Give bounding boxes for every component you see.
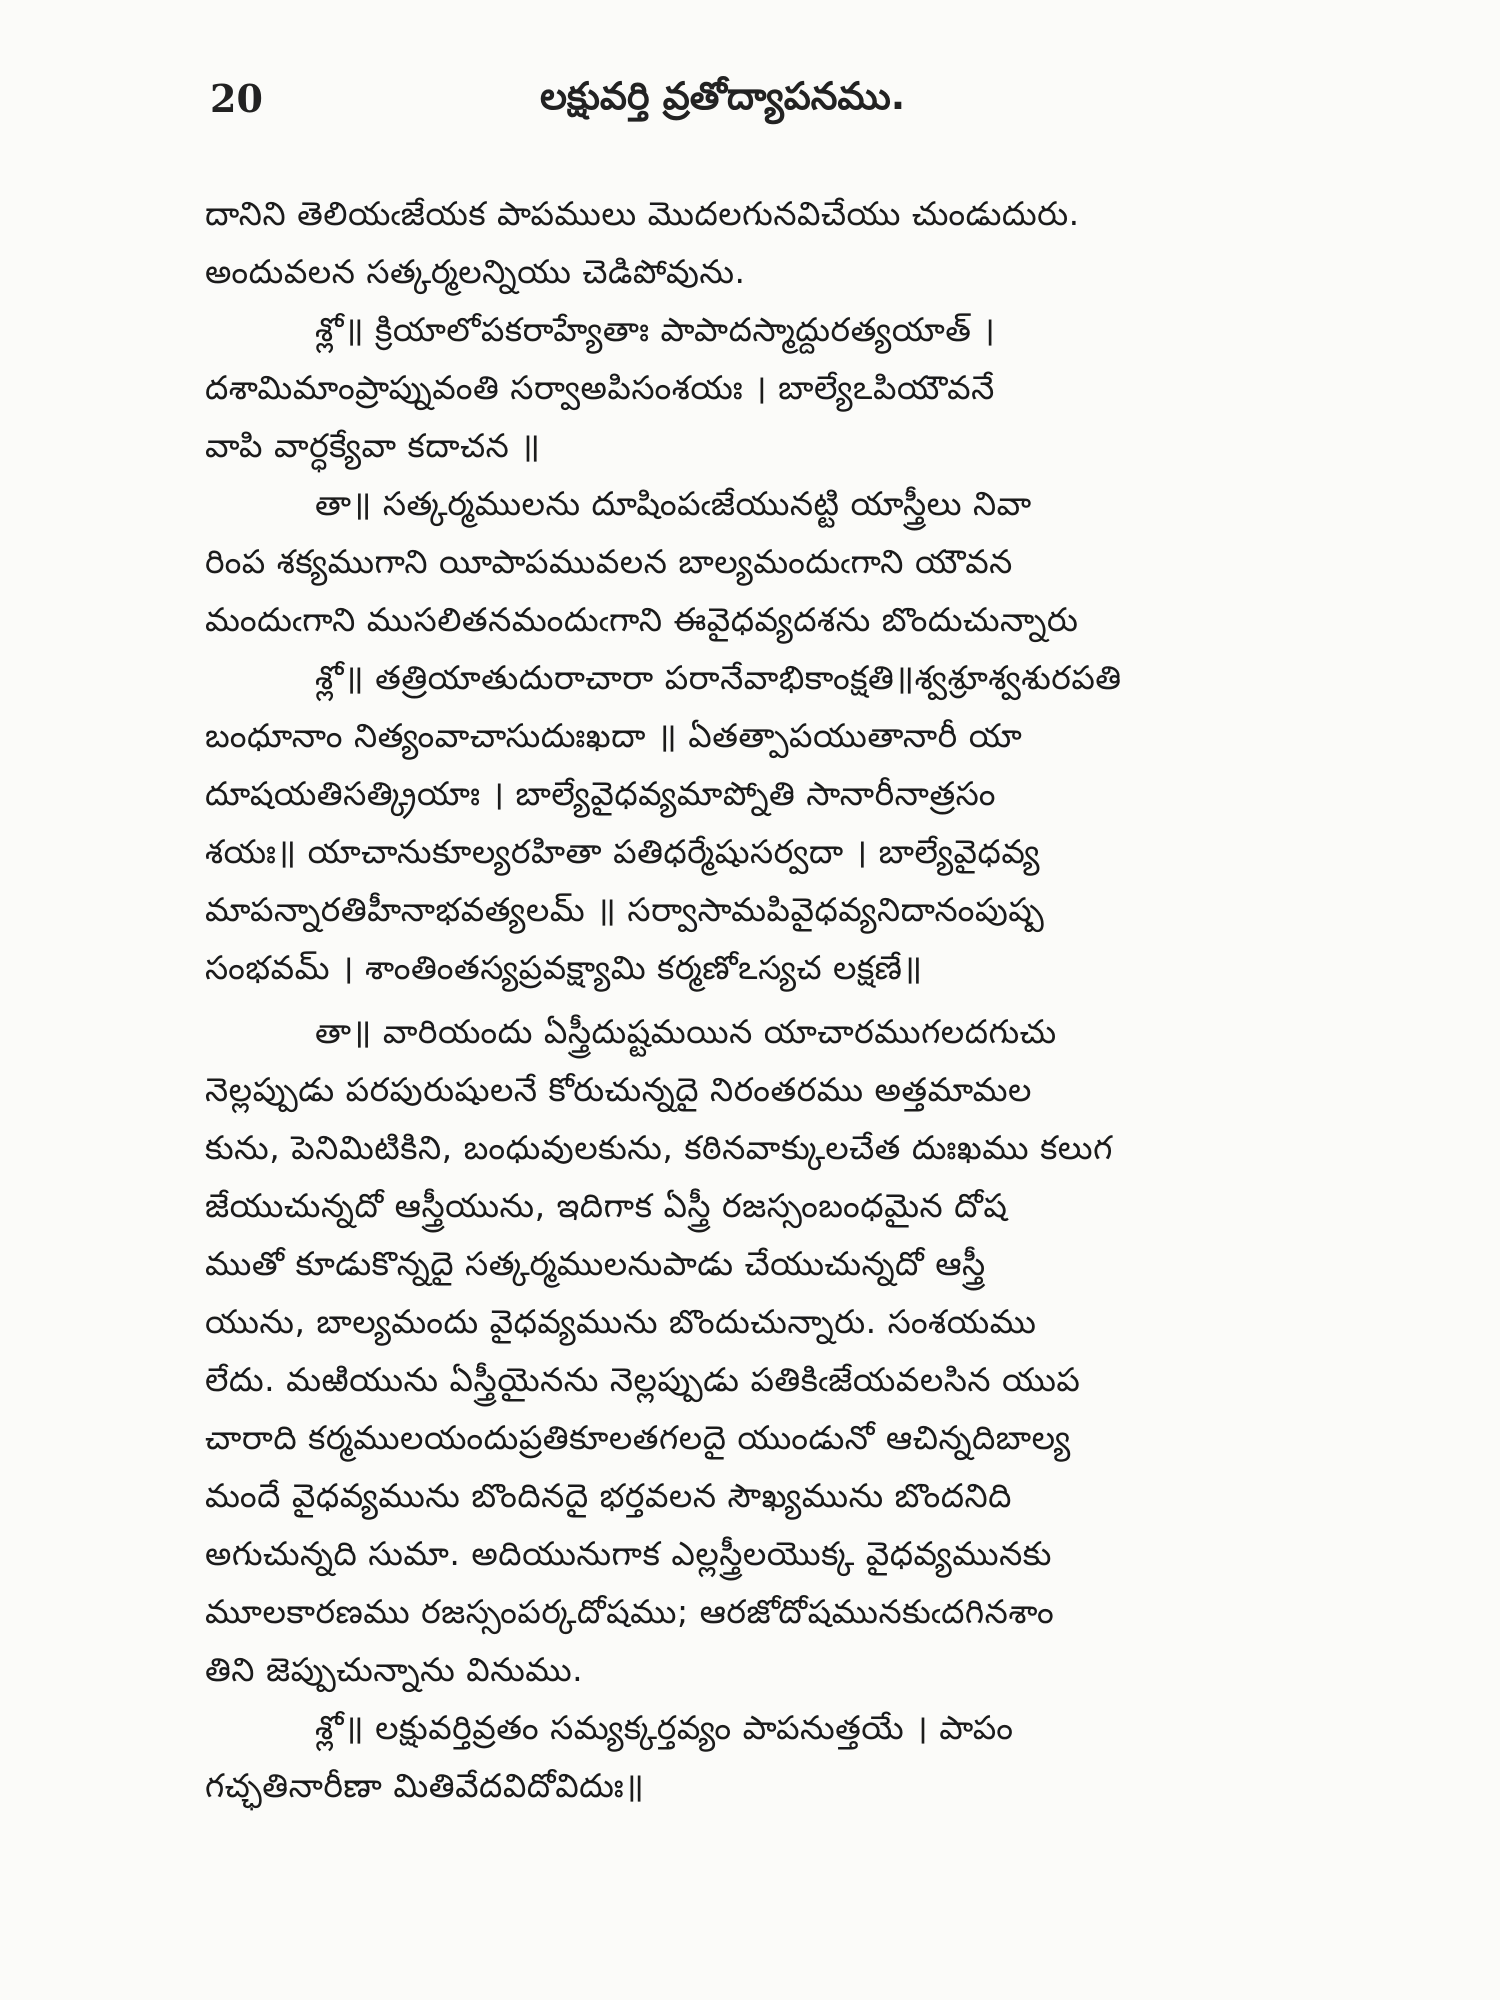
text-line: లేదు. మఱియును ఏస్త్రీయైనను నెల్లప్పుడు పతికిఁజేయవలసిన యుప bbox=[205, 1360, 1081, 1399]
text-line: రింప శక్యముగాని యీపాపమువలన బాల్యమందుఁగాని యౌవన bbox=[205, 542, 1013, 581]
text-line: తిని జెప్పుచున్నాను వినుము. bbox=[205, 1650, 584, 1689]
page-header bbox=[210, 70, 1330, 140]
text-line: నెల్లప్పుడు పరపురుషులనే కోరుచున్నదై నిరంతరము అత్తమామల bbox=[205, 1070, 1032, 1109]
text-line: ముతో కూడుకొన్నదై సత్కర్మములనుపాడు చేయుచున్నదో ఆస్త్రీ bbox=[205, 1244, 986, 1283]
text-line: యును, బాల్యమందు వైధవ్యమును బొందుచున్నారు. సంశయము bbox=[205, 1302, 1037, 1341]
text-line: అగుచున్నది సుమా. అదియునుగాక ఎల్లస్త్రీలయొక్క వైధవ్యమునకు bbox=[205, 1534, 1052, 1573]
text-line: మందుఁగాని ముసలితనమందుఁగాని ఈవైధవ్యదశను బొందుచున్నారు bbox=[205, 600, 1079, 639]
text-line: కును, పెనిమిటికిని, బంధువులకును, కఠినవాక్కులచేత దుఃఖము కలుగ bbox=[205, 1128, 1113, 1167]
verse-line: శయః॥ యాచానుకూల్యరహితా పతిధర్మేషుసర్వదా । బాల్యేవైధవ్య bbox=[205, 832, 1041, 871]
text-line: మూలకారణము రజస్సంపర్కదోషము; ఆరజోదోషమునకుఁదగినశాం bbox=[205, 1592, 1055, 1631]
text-line: జేయుచున్నదో ఆస్త్రీయును, ఇదిగాక ఏస్త్రీ రజస్సంబంధమైన దోష bbox=[205, 1186, 1008, 1225]
verse-line: శ్లో॥ క్రియాలోపకరాహ్యేతాః పాపాదస్మాద్దురత్యయాత్ । bbox=[315, 310, 996, 349]
verse-line: సంభవమ్ । శాంతింతస్యప్రవక్ష్యామి కర్మణోఽస్యచ లక్షణే॥ bbox=[205, 948, 923, 987]
verse-line: మాపన్నారతిహీనాభవత్యలమ్ ॥ సర్వాసామపివైధవ్యనిదానంపుష్ప bbox=[205, 890, 1045, 929]
verse-line: దశామిమాంప్రాప్నువంతి సర్వాఅపిసంశయః । బాల్యేఽపియౌవనే bbox=[205, 368, 995, 407]
verse-line: శ్లో॥ తత్రియాతుదురాచారా పరానేవాభికాంక్షతి॥శ్వశ్రూశ్వశురపతి bbox=[315, 658, 1122, 697]
page-number: 20 bbox=[210, 76, 263, 121]
verse-line: వాపి వార్ధక్యేవా కదాచన ॥ bbox=[205, 426, 541, 465]
verse-line: దూషయతిసత్క్రియాః । బాల్యేవైధవ్యమాప్నోతి సానారీనాత్రసం bbox=[205, 774, 997, 813]
verse-line: శ్లో॥ లక్షువర్తివ్రతం సమ్యక్కర్తవ్యం పాపనుత్తయే । పాపం bbox=[315, 1708, 1014, 1747]
text-line: చారాది కర్మములయందుప్రతికూలతగలదై యుండునో ఆచిన్నదిబాల్య bbox=[205, 1418, 1071, 1457]
verse-line: బంధూనాం నిత్యంవాచాసుదుఃఖదా ॥ ఏతత్పాపయుతానారీ యా bbox=[205, 716, 1023, 755]
verse-line: గచ్ఛతినారీణా మితివేదవిదోవిదుః॥ bbox=[205, 1766, 645, 1805]
text-line: అందువలన సత్కర్మలన్నియు చెడిపోవును. bbox=[205, 252, 746, 291]
running-title: లక్షువర్తి వ్రతోద్యాపనము. bbox=[540, 74, 906, 118]
text-line: దానిని తెలియఁజేయక పాపములు మొదలగునవిచేయు చుండుదురు. bbox=[205, 194, 1080, 233]
text-line: తా॥ వారియందు ఏస్త్రీదుష్టమయిన యాచారముగలదగుచు bbox=[315, 1012, 1057, 1051]
text-line: మందే వైధవ్యమును బొందినదై భర్తవలన సౌఖ్యమును బొందనిది bbox=[205, 1476, 1012, 1515]
body-text bbox=[205, 185, 1325, 1815]
text-line: తా॥ సత్కర్మములను దూషింపఁజేయునట్టి యాస్త్రీలు నివా bbox=[315, 484, 1032, 523]
